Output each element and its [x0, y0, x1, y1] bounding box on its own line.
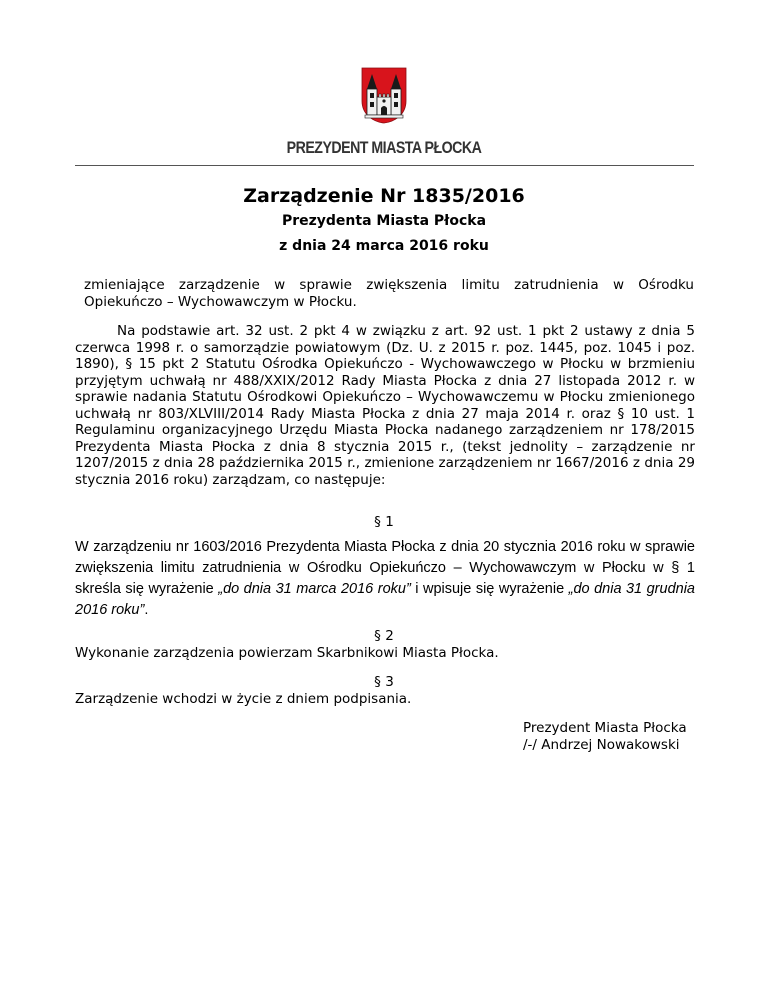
- document-title: Zarządzenie Nr 1835/2016: [243, 185, 525, 207]
- section-2-number: § 2: [374, 628, 394, 644]
- header-divider: [75, 165, 694, 166]
- added-phrase: „do dnia 31 grudnia 2016 roku”: [75, 581, 695, 618]
- section-3-number: § 3: [374, 674, 394, 690]
- signature-block: [523, 720, 687, 754]
- document-subject: zmieniające zarządzenie w sprawie zwiększenia limitu zatrudnienia w Ośrodku Opiekuńczo – Wychowawczym w Płocku.: [84, 277, 694, 310]
- section-1-text: W zarządzeniu nr 1603/2016 Prezydenta Miasta Płocka z dnia 20 stycznia 2016 roku w sprawie zwiększenia limitu zatrudnienia w Ośrodku Opiekuńczo – Wychowawczym w Płocku w § 1 skreśla się wyrażenie „do dnia 31 marca 2016 roku” i wpisuje się wyrażenie „do dnia 31 grudnia 2016 roku”.: [75, 539, 695, 618]
- signature-title: Prezydent Miasta Płocka: [523, 720, 687, 736]
- office-name: PREZYDENT MIASTA PŁOCKA: [286, 139, 482, 157]
- removed-phrase: „do dnia 31 marca 2016 roku”: [218, 581, 411, 597]
- signature-name: /-/ Andrzej Nowakowski: [523, 737, 680, 753]
- section-3-text: Zarządzenie wchodzi w życie z dniem podpisania.: [75, 691, 412, 707]
- document-issuer: Prezydenta Miasta Płocka: [281, 213, 487, 229]
- coat-of-arms-icon: [361, 67, 407, 124]
- document-date: z dnia 24 marca 2016 roku: [279, 238, 489, 254]
- section-1-number: § 1: [374, 514, 394, 530]
- legal-basis: Na podstawie art. 32 ust. 2 pkt 4 w związku z art. 92 ust. 1 pkt 2 ustawy z dnia 5 czerwca 1998 r. o samorządzie powiatowym (Dz. U. z 2015 r. poz. 1445, poz. 1045 i poz. 1890), § 15 pkt 2 Statutu Ośrodka Opiekuńczo - Wychowawczego w Płocku w brzmieniu przyjętym uchwałą nr 488/XXIX/2012 Rady Miasta Płocka z dnia 27 listopada 2012 r. w sprawie nadania Statutu Ośrodkowi Opiekuńczo – Wychowawczemu w Płocku zmienionego uchwałą nr 803/XLVIII/2014 Rady Miasta Płocka z dnia 27 maja 2014 r. oraz § 10 ust. 1 Regulaminu organizacyjnego Urzędu Miasta Płocka nadanego zarządzeniem nr 178/2015 Prezydenta Miasta Płocka z dnia 8 stycznia 2015 r., (tekst jednolity – zarządzenie nr 1207/2015 z dnia 28 października 2015 r., zmienione zarządzeniem nr 1667/2016 z dnia 29 stycznia 2016 roku) zarządzam, co następuje:: [75, 323, 695, 488]
- section-2-text: Wykonanie zarządzenia powierzam Skarbnikowi Miasta Płocka.: [75, 645, 499, 661]
